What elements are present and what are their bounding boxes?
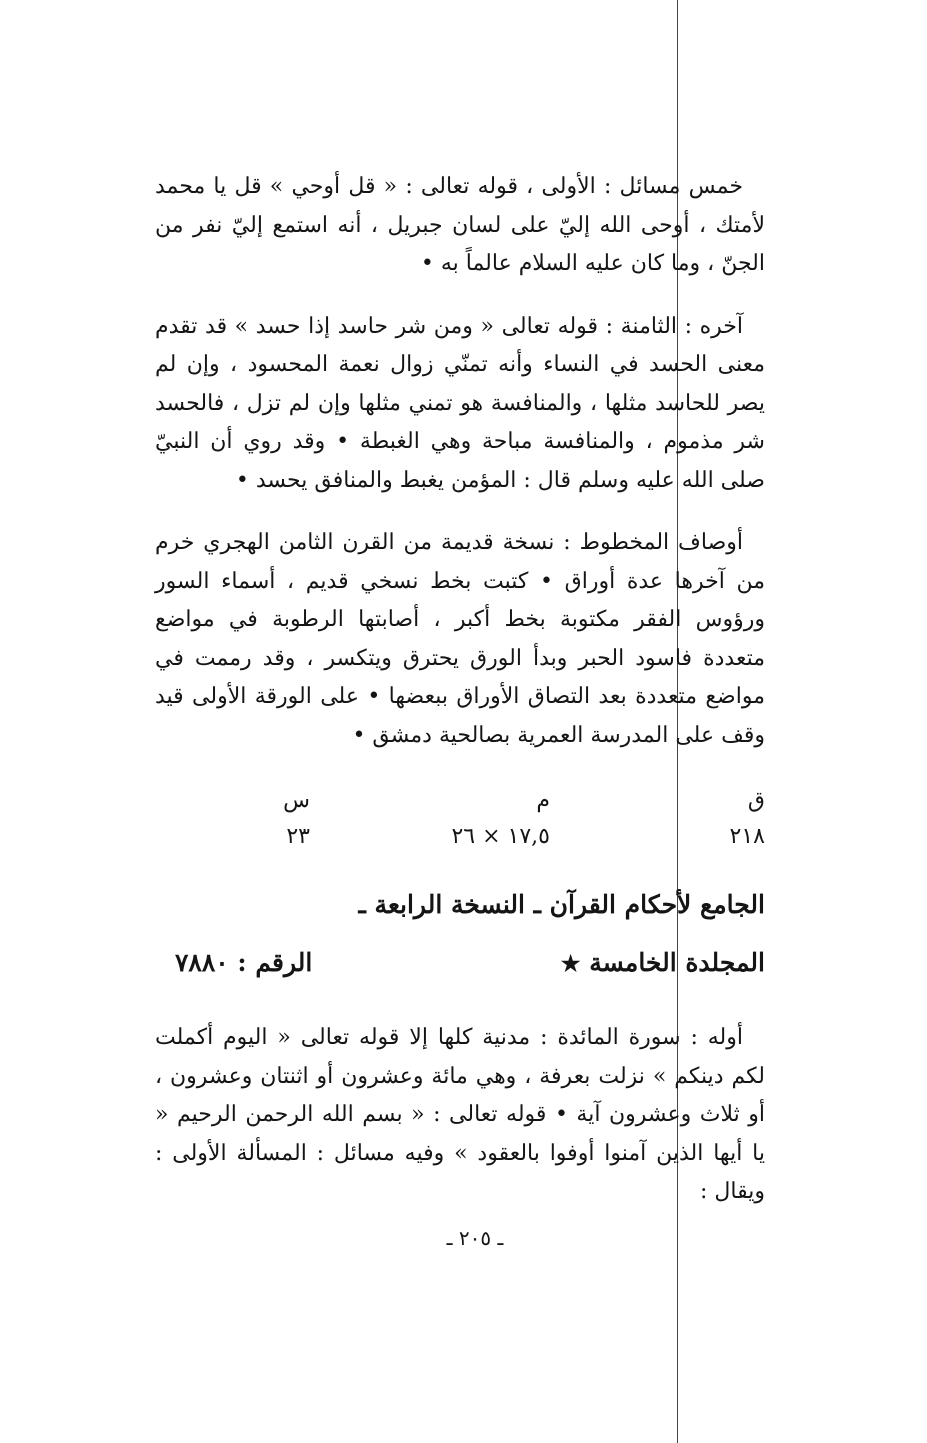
lines-header: س [283, 788, 310, 813]
paragraph-beginning: أوله : سورة المائدة : مدنية كلها إلا قوله تعالى « اليوم أكملت لكم دينكم » نزلت بعرفة ، وهي مائة وعشرون أو اثنتان وعشرون ، أو ثلاث وعشرون آية • قوله تعالى : « بسم الله الرحمن الرحيم « يا أيها الذين آمنوا أوفوا بالعقود » وفيه مسائل : المسألة الأولى : ويقال : [155, 1025, 765, 1204]
paragraph-ending: آخره : الثامنة : قوله تعالى « ومن شر حاسد إذا حسد » قد تقدم معنى الحسد في النساء وأنه تمنّي زوال نعمة المحسود ، وإن لم يصر للحاسد مثلها ، والمنافسة هو تمني مثلها وإن لم تزل ، فالحسد شر مذموم ، والمنافسة مباحة وهي الغبطة • وقد روي أن النبيّ صلى الله عليه وسلم قال : المؤمن يغبط والمنافق يحسد • [155, 313, 765, 493]
manuscript-description [155, 168, 765, 1212]
lines-value: ٢٣ [286, 824, 310, 849]
dimensions-header-row [155, 785, 765, 817]
dimensions-table [155, 785, 765, 855]
section-heading: الجامع لأحكام القرآن ـ النسخة الرابعة ـ [358, 890, 765, 919]
paragraph-manuscript-features: أوصاف المخطوط : نسخة قديمة من القرن الثامن الهجري خرم من آخرها عدة أوراق • كتبت بخط نسخي قديم ، أسماء السور ورؤوس الفقر مكتوبة بخط أكبر ، أصابتها الرطوبة في مواضع متعددة فاسود الحبر وبدأ الورق يحترق ويتكسر ، وقد رممت في مواضع متعددة بعد التصاق الأوراق ببعضها • على الورقة الأولى قيد وقف على المدرسة العمرية بصالحية دمشق • [155, 530, 765, 748]
dimensions-value-row [155, 821, 765, 853]
leaves-header: ق [747, 788, 765, 813]
page-number: ـ ٢٠٥ ـ [446, 1226, 504, 1250]
paragraph-opening-questions: خمس مسائل : الأولى ، قوله تعالى : « قل أوحي » قل يا محمد لأمتك ، أوحى الله إليّ على لسان جبريل ، أنه استمع إليّ نفر من الجنّ ، وما كان عليه السلام عالماً به • [155, 174, 765, 276]
volume-label [561, 943, 765, 984]
size-value: ١٧,٥ × ٢٦ [451, 824, 550, 849]
star-icon: ★ [560, 951, 581, 977]
volume-title: المجلدة الخامسة [589, 948, 765, 977]
volume-line [155, 943, 765, 983]
catalog-number: الرقم : ٧٨٨٠ [175, 948, 313, 977]
leaves-value: ٢١٨ [729, 824, 765, 849]
size-header: م [536, 788, 550, 813]
